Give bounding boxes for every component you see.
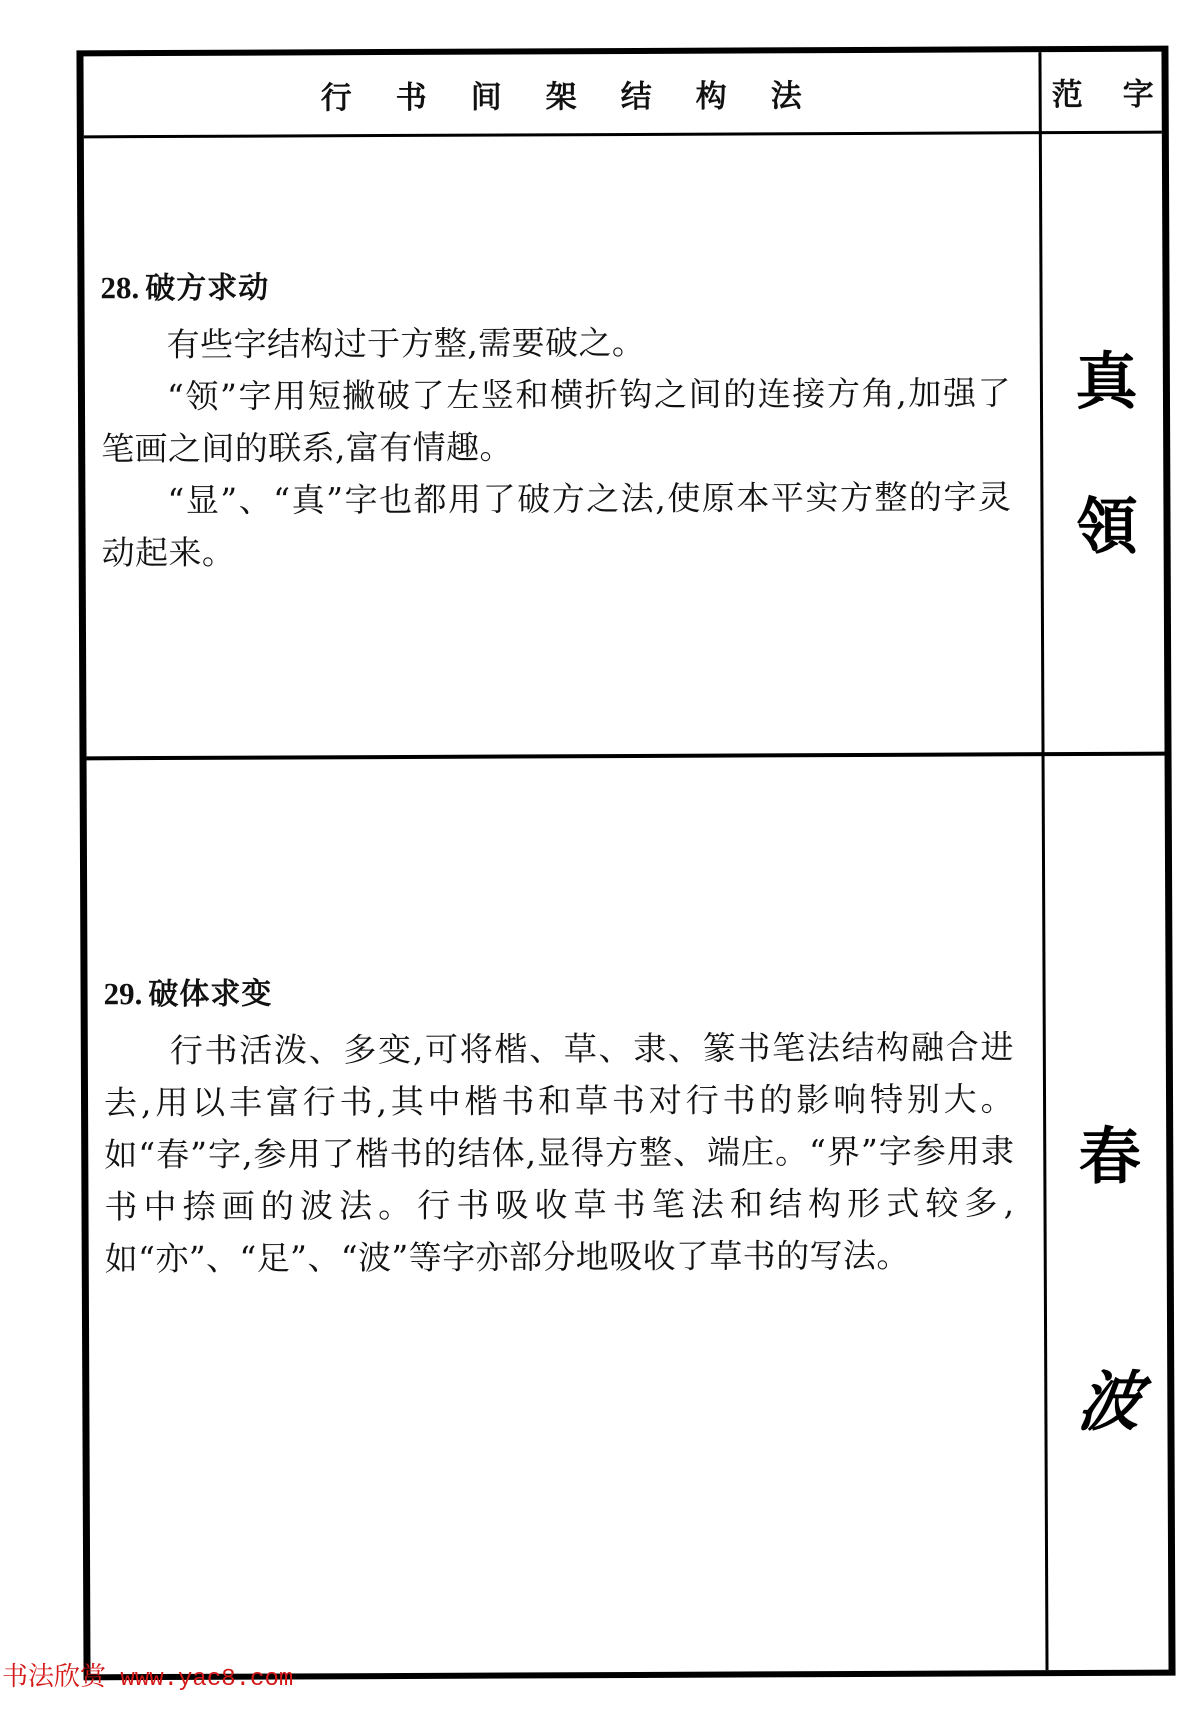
table-header-samples xyxy=(1041,52,1161,132)
page-table-frame xyxy=(76,46,1175,1681)
paragraph: 行书活泼、多变,可将楷、草、隶、篆书笔法结构融合进去,用以丰富行书,其中楷书和草书对行书的影响特别大。如“春”字,参用了楷书的结体,显得方整、端庄。“界”字参用隶书中捺画的波法。行书吸收草书笔法和结构形式较多,如“亦”、“足”、“波”等字亦部分地吸收了草书的写法。 xyxy=(103,1027,1015,1279)
sample-character-chun: 春 xyxy=(1078,1119,1141,1194)
section-heading: 破方求动 xyxy=(145,270,270,307)
watermark-site-name: 书法欣赏 xyxy=(2,1662,107,1692)
section-heading: 破体求变 xyxy=(148,976,273,1013)
sample-character-ling: 領 xyxy=(1075,489,1139,564)
section-number: 29. xyxy=(103,976,143,1012)
sample-character-bo: 波 xyxy=(1073,1363,1147,1441)
table-header-title: 行书间架结构法 xyxy=(320,78,846,117)
watermark-url: www.yac8.com xyxy=(120,1666,294,1693)
sample-column-label-1: 范 xyxy=(1051,77,1083,114)
paragraph: “显”、“真”字也都用了破方之法,使原本平实方整的字灵动起来。 xyxy=(101,477,1012,573)
section-divider xyxy=(87,752,1165,761)
sample-column-label-2: 字 xyxy=(1122,76,1154,113)
sample-character-zhen: 真 xyxy=(1075,344,1138,419)
section-29 xyxy=(103,970,1014,1285)
paragraph: “领”字用短撇破了左竖和横折钩之间的连接方角,加强了笔画之间的联系,富有情趣。 xyxy=(101,373,1012,469)
section-title xyxy=(103,970,1013,1015)
section-title xyxy=(100,264,1010,309)
section-28 xyxy=(100,264,1011,579)
section-number: 28. xyxy=(100,270,140,306)
watermark xyxy=(2,1656,293,1693)
paragraph: 有些字结构过于方整,需要破之。 xyxy=(166,322,646,364)
